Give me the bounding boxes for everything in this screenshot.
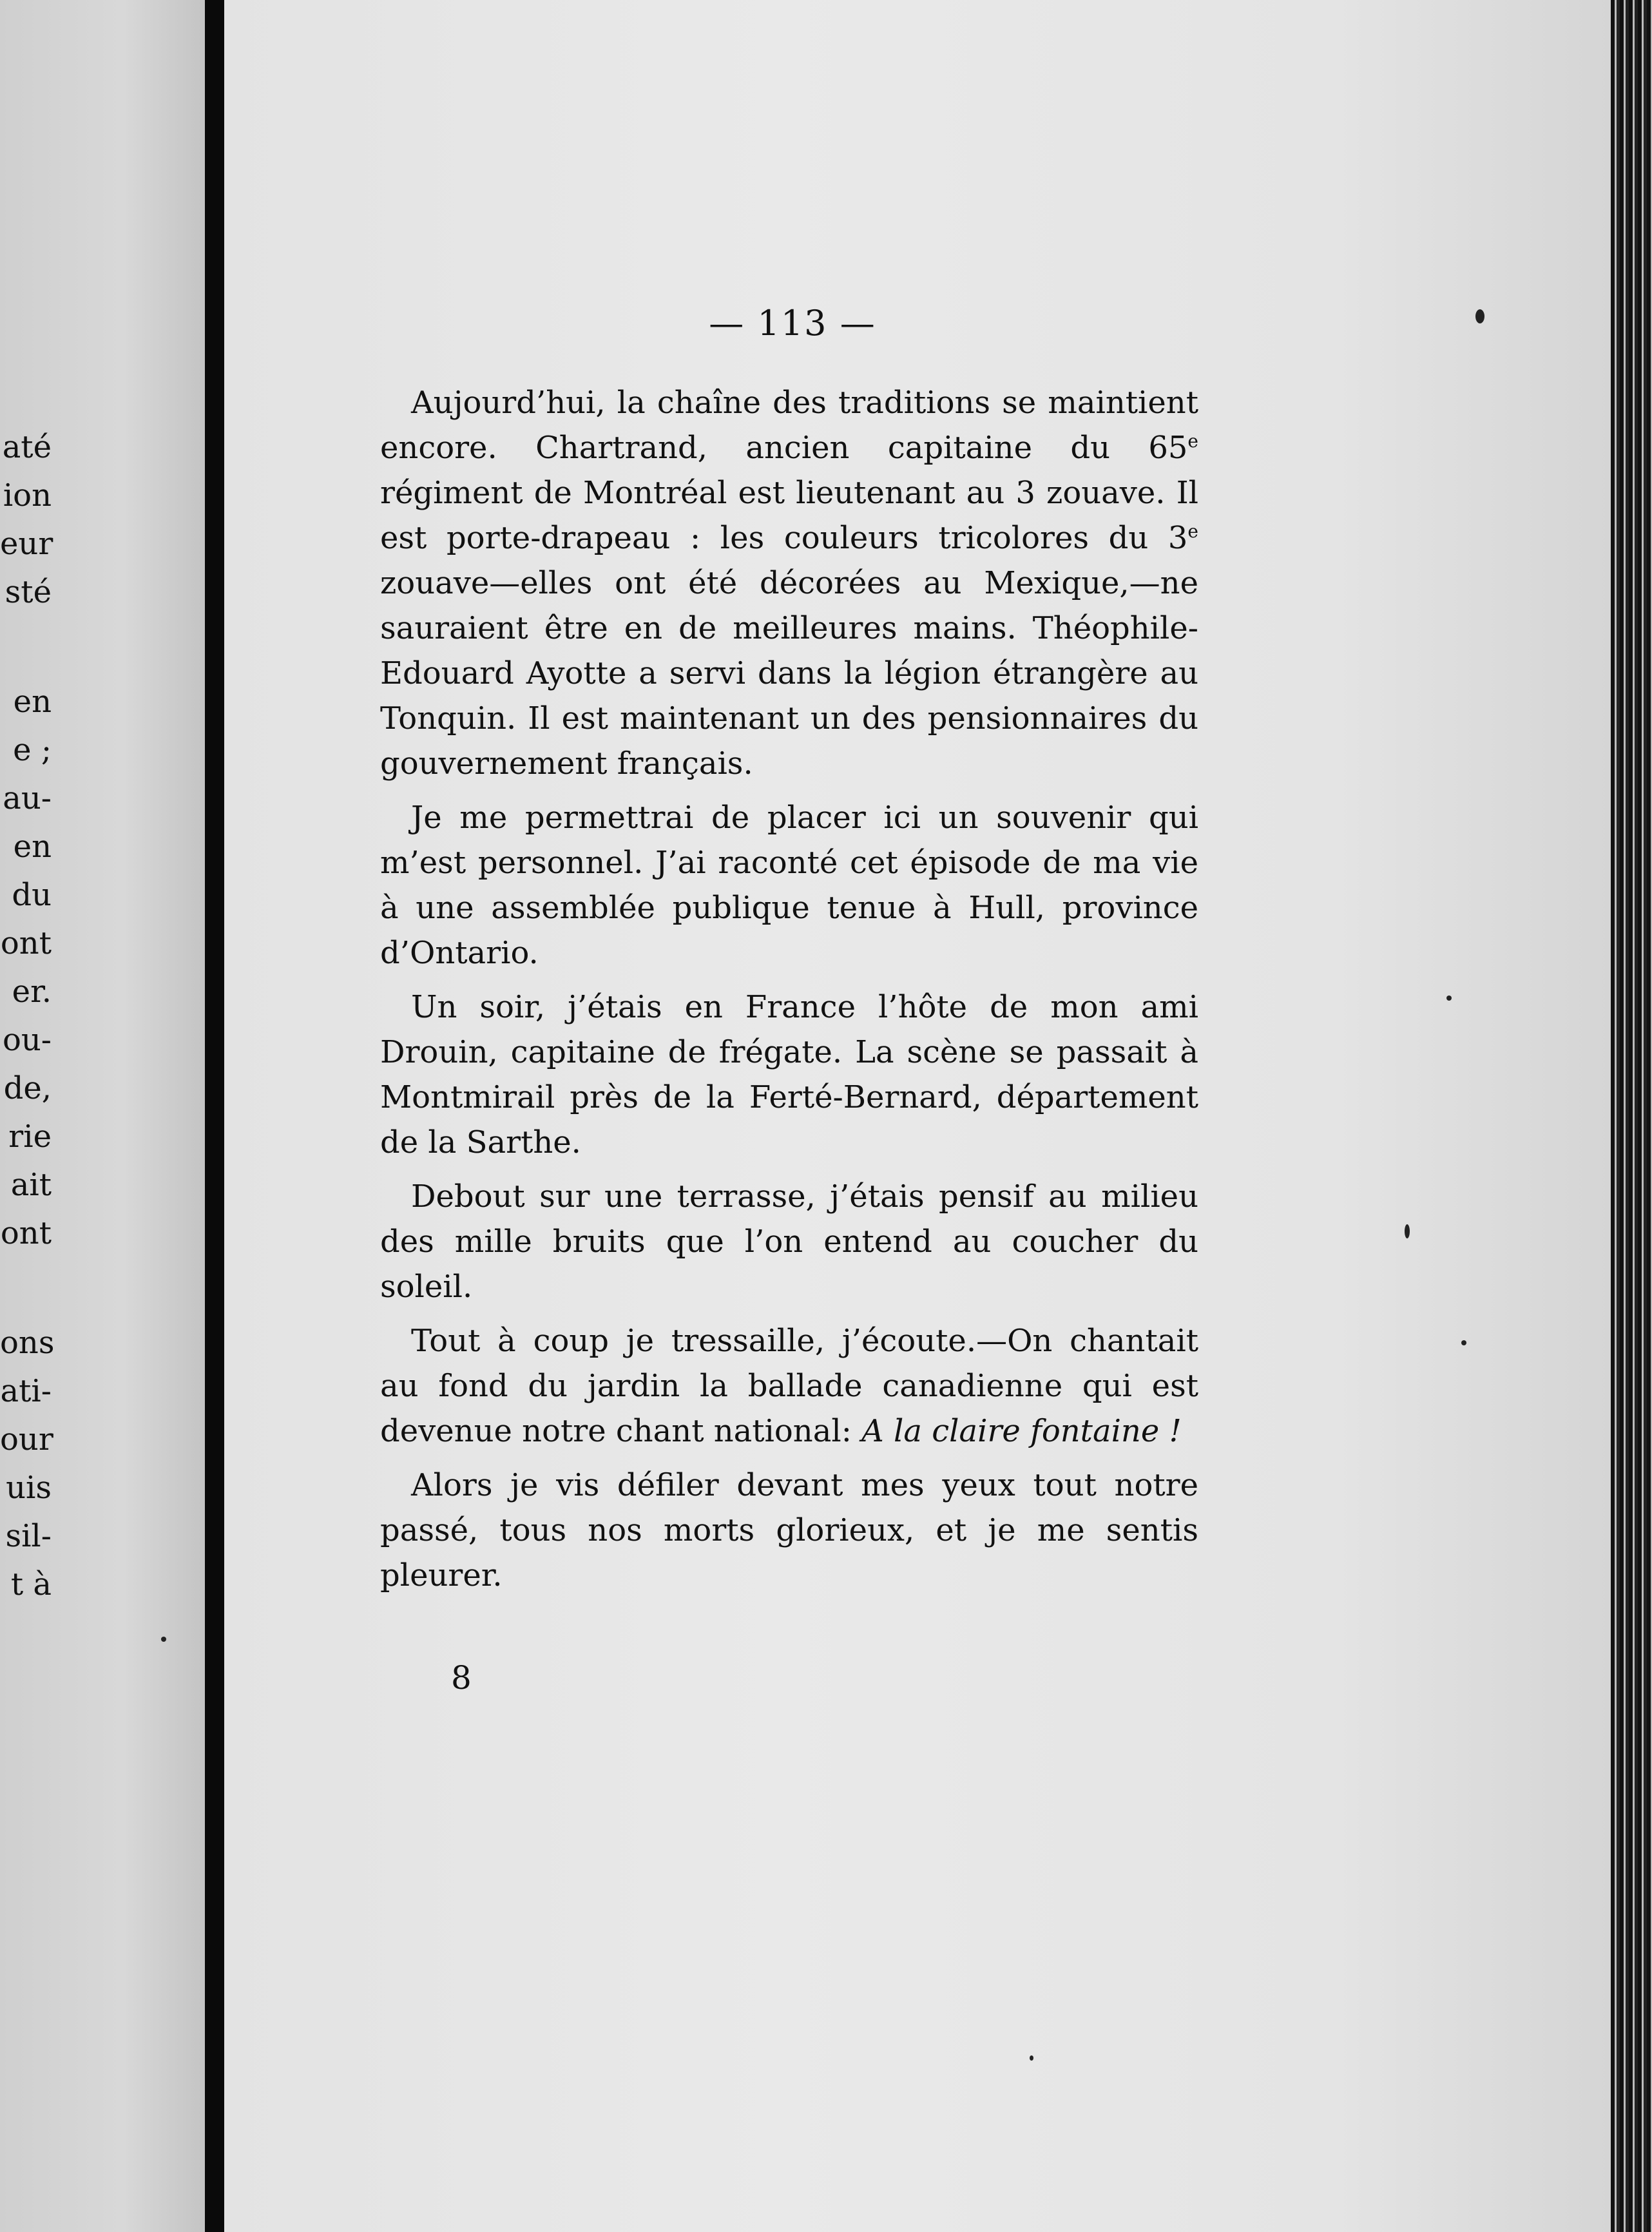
left-page-fragment: au- — [3, 780, 52, 816]
left-page-fragment: ont — [0, 925, 52, 961]
scan-speck — [161, 1637, 166, 1642]
paragraph — [380, 1318, 1198, 1454]
left-page-fragment: ait — [10, 1167, 52, 1203]
paragraph: Un soir, j’étais en France l’hôte de mon ami Drouin, capitaine de frégate. La scène se passait à Montmirail près de la Ferté-Bernard, département de la Sarthe. — [380, 989, 1198, 1160]
left-page-fragment: uis — [6, 1470, 52, 1506]
left-page-fragment: du — [12, 877, 52, 913]
left-page-fragment: er. — [12, 974, 52, 1010]
left-page-fragment: e ; — [13, 732, 52, 768]
left-page-fragment: sté — [5, 574, 52, 610]
paragraph — [380, 380, 1198, 786]
paragraph-text: zouave—elles ont été décorées au Mexique,—ne sauraient être en de meilleures mains. Théophile-Edouard Ayotte a servi dans la légion étrangère au Tonquin. Il est maintenant un des pensionnaires du gouvernement français. — [380, 565, 1198, 782]
left-page-fragment: ion — [3, 477, 52, 514]
left-page-fragment: rie — [8, 1119, 52, 1155]
scan-speck — [1461, 1340, 1466, 1345]
scan-speck — [1030, 2055, 1033, 2061]
left-page-fragment: eur — [0, 526, 53, 562]
page-number: — 113 — — [709, 303, 876, 343]
ordinal-superscript: e — [1187, 430, 1198, 452]
left-page-fragment: sil- — [5, 1518, 52, 1554]
paragraph-text: régiment de Montréal est lieutenant au 3 zouave. Il est porte-drapeau : les couleurs tricolores du 3 — [380, 475, 1198, 556]
scan-speck — [1475, 309, 1484, 323]
left-page-fragment: de, — [3, 1070, 52, 1106]
scan-speck — [1405, 1224, 1410, 1238]
paragraph: Je me permettrai de placer ici un souvenir qui m’est personnel. J’ai raconté cet épisode de ma vie à une assemblée publique tenue à Hull, province d’Ontario. — [380, 800, 1198, 971]
signature-mark: 8 — [451, 1659, 472, 1697]
page-edge-stack — [1611, 0, 1652, 2232]
body-text — [380, 380, 1198, 1607]
paragraph-text: Aujourd’hui, la chaîne des traditions se maintient encore. Chartrand, ancien capitaine du 65 — [380, 385, 1198, 466]
left-page-fragment: até — [2, 429, 52, 465]
left-page-edge — [0, 0, 205, 2232]
left-page-fragment: en — [13, 829, 52, 865]
left-page-fragment: t à — [10, 1566, 52, 1602]
paragraph-text: Tout à coup je tressaille, j’écoute.—On chantait au fond du jardin la ballade canadienne qui est devenue notre chant national: — [380, 1323, 1198, 1449]
scan-speck — [1446, 996, 1452, 1001]
left-page-fragment: ont — [0, 1215, 52, 1251]
ordinal-superscript: e — [1187, 521, 1198, 542]
paragraph: Debout sur une terrasse, j’étais pensif au milieu des mille bruits que l’on entend au coucher du soleil. — [380, 1179, 1198, 1305]
left-page-fragment: ati- — [0, 1373, 52, 1409]
book-gutter — [205, 0, 224, 2232]
paragraph: Alors je vis défiler devant mes yeux tout notre passé, tous nos morts glorieux, et je me sentis pleurer. — [380, 1467, 1198, 1593]
left-page-fragment: ons — [0, 1325, 55, 1361]
song-title: A la claire fontaine ! — [861, 1413, 1182, 1449]
left-page-fragment: ou- — [2, 1022, 52, 1058]
left-page-fragment: en — [13, 684, 52, 720]
left-page-fragment: our — [0, 1421, 53, 1458]
